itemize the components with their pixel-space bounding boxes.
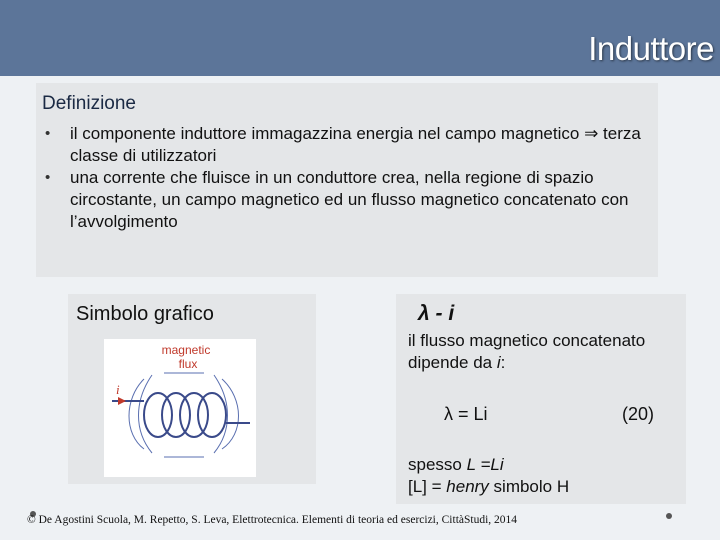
lambda-i-title: λ - i — [418, 302, 455, 325]
symbol-box — [68, 294, 316, 484]
coil-windings — [112, 393, 250, 437]
notes — [408, 454, 678, 498]
description-variable: i — [496, 353, 501, 372]
coil-illustration — [104, 339, 256, 477]
bullet-text: il componente induttore immagazzina energia nel campo magnetico ⇒ terza classe di utilizzatori — [70, 124, 641, 165]
current-label: i — [116, 382, 120, 397]
field-lines — [129, 373, 239, 457]
list-item — [36, 167, 651, 233]
current-arrow-icon — [118, 397, 126, 405]
lambda-i-box — [396, 294, 686, 504]
lambda-i-description — [408, 330, 678, 374]
notes-line-1 — [408, 454, 678, 476]
notes-text: spesso — [408, 455, 467, 474]
slide-title: Induttore — [588, 30, 714, 67]
equation-number: (20) — [622, 404, 655, 424]
bullet-marker: • — [45, 125, 51, 142]
list-item — [36, 123, 651, 167]
definition-heading: Definizione — [42, 93, 136, 114]
definition-box — [36, 83, 658, 277]
copyright-footer: © De Agostini Scuola, M. Repetto, S. Leva, Elettrotecnica. Elementi di teoria ed esercizi, CittàStudi, 2014 — [27, 514, 518, 526]
notes-line-2 — [408, 476, 678, 498]
symbol-title: Simbolo grafico — [76, 303, 214, 325]
notes-equation: L =Li — [466, 455, 504, 474]
description-text: il flusso magnetico concatenato dipende da — [408, 331, 646, 372]
slide-header — [0, 0, 720, 76]
unit-name: henry — [446, 477, 489, 496]
bullet-text: una corrente che fluisce in un conduttore crea, nella regione di spazio circostante, un campo magnetico ed un flusso magnetico concatenato con l’avvolgimento — [70, 168, 629, 231]
magnetic-label: magnetic — [161, 343, 211, 357]
description-colon: : — [500, 353, 506, 372]
equation: λ = Li — [444, 404, 488, 424]
flux-label: flux — [178, 357, 198, 371]
unit-text: [L] = — [408, 477, 447, 496]
unit-symbol: simbolo H — [488, 477, 570, 496]
inductor-figure — [104, 339, 256, 477]
bullet-marker: • — [45, 169, 51, 186]
decorative-dot — [666, 513, 672, 519]
definition-list — [36, 123, 651, 233]
